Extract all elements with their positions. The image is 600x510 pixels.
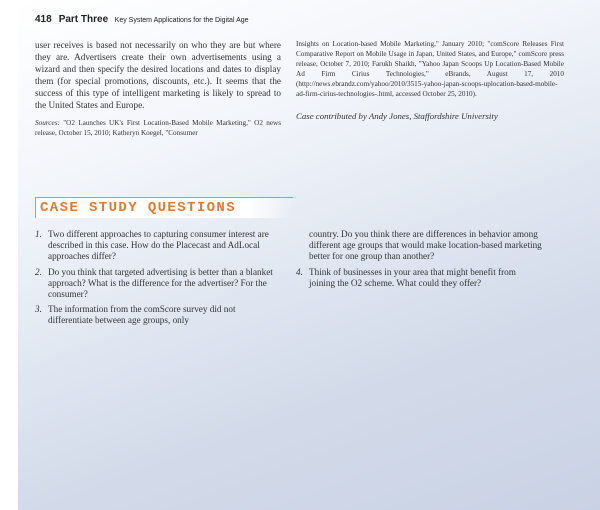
question-text: Do you think that targeted advertising is better than a blanket approach? What is the difference for the advertiser? For the consumer? [48,266,273,300]
questions-left-column [35,229,281,331]
question-number: 4. [296,266,303,277]
sources-note [35,118,281,138]
sources-continued: Insights on Location-based Mobile Marketing," January 2010; "comScore Releases First Comparative Report on Mobile Usage in Japan, United States, and Europe," comScore press release, October 7, 2010; Farukh Shaikh, "Yahoo Japan Scoops Up Location-Based Mobile Ad Firm Cirius Technologies," eBrands, August 17, 2010 (http://news.ebrandz.com/yahoo/2010/3515-yahoo-japan-scoops-uplocation-based-mobile-ad-firm-cirius-technologies-.html, accessed October 25, 2010). [296,40,564,98]
body-paragraph: user receives is based not necessarily on who they are but where they are. Advertisers create their own advertisements using a wizard and then specify the desired locations and dates to display them (for special promotions, discounts, etc.). It seems that the success of this type of intelligent marketing is likely to spread to the United States and Europe. [35,40,281,110]
question-continued-text: country. Do you think there are differences in behavior among different age groups that would make location-based marketing better for one group than another? [309,229,542,262]
running-header [35,14,249,25]
question-text: Two different approaches to capturing consumer interest are described in this case. How do the Placecast and AdLocal approaches differ? [48,229,269,262]
question-item [35,267,281,301]
question-number: 2. [35,266,42,277]
right-text-column [296,39,564,121]
question-text: Think of businesses in your area that might benefit from joining the O2 scheme. What could they offer? [309,266,516,288]
sources-label: Sources: [35,119,60,127]
question-item [296,267,542,289]
page-number: 418 [35,14,52,25]
questions-right-column [296,229,542,293]
part-title: Part Three [58,14,109,25]
left-text-column [35,39,281,138]
question-item [35,229,281,263]
question-text: The information from the comScore survey did not differentiate between age groups, only [48,304,236,326]
sources-text: "O2 Launches UK's First Location-Based Mobile Marketing," O2 news release, October 15, 2010; Katheryn Koegel, "Consumer [35,119,282,137]
question-number: 1. [35,229,42,239]
part-subtitle: Key System Applications for the Digital Age [114,17,249,24]
question-number: 3. [35,304,42,315]
case-credit: Case contributed by Andy Jones, Staffordshire University [296,111,498,121]
case-study-title: CASE STUDY QUESTIONS [35,197,293,218]
question-item [35,304,281,326]
